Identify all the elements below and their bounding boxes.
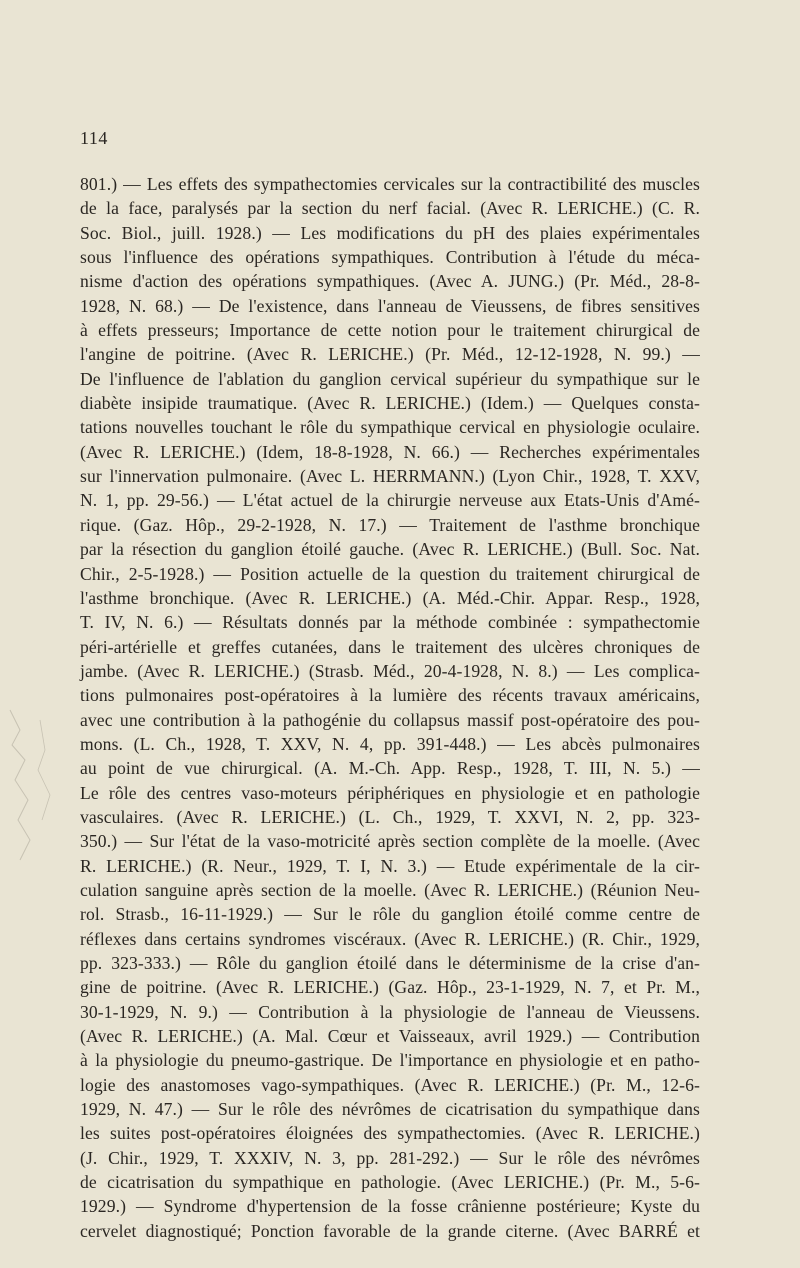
text-line-15: rique. (Gaz. Hôp., 29-2-1928, N. 17.) — Traitement de l'asthme bronchique (80, 514, 700, 535)
text-line-14: N. 1, pp. 29-56.) — L'état actuel de la chirurgie nerveuse aux Etats-Unis d'Amé- (80, 490, 700, 511)
text-line-13: sur l'innervation pulmonaire. (Avec L. HERRMANN.) (Lyon Chir., 1928, T. XXV, (80, 466, 700, 487)
text-line-34: gine de poitrine. (Avec R. LERICHE.) (Gaz. Hôp., 23-1-1929, N. 7, et Pr. M., (80, 977, 700, 998)
text-line-6: 1928, N. 68.) — De l'existence, dans l'anneau de Vieussens, de fibres sensitives (80, 295, 700, 316)
text-line-21: jambe. (Avec R. LERICHE.) (Strasb. Méd., 20-4-1928, N. 8.) — Les complica- (80, 660, 700, 681)
text-line-20: péri-artérielle et greffes cutanées, dans le traitement des ulcères chroniques de (80, 636, 700, 657)
text-line-1: 801.) — Les effets des sympathectomies cervicales sur la contractibilité des muscles (80, 174, 700, 194)
text-line-35: 30-1-1929, N. 9.) — Contribution à la physiologie de l'anneau de Vieussens. (80, 1001, 700, 1022)
text-line-22: tions pulmonaires post-opératoires à la lumière des récents travaux américains, (80, 685, 700, 706)
text-line-32: réflexes dans certains syndromes viscéraux. (Avec R. LERICHE.) (R. Chir., 1929, (80, 928, 700, 949)
bibliography-paragraph (80, 172, 700, 1243)
text-line-24: mons. (L. Ch., 1928, T. XXV, N. 4, pp. 391-448.) — Les abcès pulmonaires (80, 733, 700, 754)
page-number: 114 (80, 128, 108, 148)
text-line-19: T. IV, N. 6.) — Résultats donnés par la méthode combinée : sympathectomie (80, 612, 700, 633)
text-line-17: Chir., 2-5-1928.) — Position actuelle de la question du traitement chirurgical de (80, 563, 700, 584)
text-line-7: à effets presseurs; Importance de cette notion pour le traitement chirurgical de (80, 320, 700, 341)
margin-bleed-through (0, 700, 70, 880)
text-line-39: 1929, N. 47.) — Sur le rôle des névrômes de cicatrisation du sympathique dans (80, 1099, 700, 1120)
text-line-37: à la physiologie du pneumo-gastrique. De l'importance en physiologie et en patho- (80, 1050, 700, 1071)
text-line-33: pp. 323-333.) — Rôle du ganglion étoilé dans le déterminisme de la crise d'an- (80, 953, 700, 973)
text-line-36: (Avec R. LERICHE.) (A. Mal. Cœur et Vaisseaux, avril 1929.) — Contribution (80, 1026, 700, 1047)
text-line-38: logie des anastomoses vago-sympathiques. (Avec R. LERICHE.) (Pr. M., 12-6- (80, 1074, 700, 1095)
text-line-10: diabète insipide traumatique. (Avec R. LERICHE.) (Idem.) — Quelques consta- (80, 393, 700, 414)
text-line-43: 1929.) — Syndrome d'hypertension de la fosse crânienne postérieure; Kyste du (80, 1196, 700, 1217)
text-line-11: tations nouvelles touchant le rôle du sympathique cervical en physiologie oculaire. (80, 417, 700, 438)
text-line-44: cervelet diagnostiqué; Ponction favorable de la grande citerne. (Avec BARRÉ et (80, 1220, 700, 1241)
text-line-12: (Avec R. LERICHE.) (Idem, 18-8-1928, N. 66.) — Recherches expérimentales (80, 441, 700, 462)
text-line-29: R. LERICHE.) (R. Neur., 1929, T. I, N. 3.) — Etude expérimentale de la cir- (80, 855, 700, 876)
text-line-42: de cicatrisation du sympathique en pathologie. (Avec LERICHE.) (Pr. M., 5-6- (80, 1172, 700, 1193)
text-line-5: nisme d'action des opérations sympathiques. (Avec A. JUNG.) (Pr. Méd., 28-8- (80, 271, 700, 292)
text-line-28: 350.) — Sur l'état de la vaso-motricité après section complète de la moelle. (Avec (80, 831, 700, 852)
text-line-2: de la face, paralysés par la section du nerf facial. (Avec R. LERICHE.) (C. R. (80, 198, 700, 219)
text-line-4: sous l'influence des opérations sympathiques. Contribution à l'étude du méca- (80, 247, 700, 268)
text-line-23: avec une contribution à la pathogénie du collapsus massif post-opératoire des pou- (80, 709, 700, 730)
text-line-27: vasculaires. (Avec R. LERICHE.) (L. Ch., 1929, T. XXVI, N. 2, pp. 323- (80, 806, 700, 827)
text-line-9: De l'influence de l'ablation du ganglion cervical supérieur du sympathique sur le (80, 368, 700, 389)
text-line-40: les suites post-opératoires éloignées des sympathectomies. (Avec R. LERICHE.) (80, 1123, 700, 1144)
text-line-18: l'asthme bronchique. (Avec R. LERICHE.) (A. Méd.-Chir. Appar. Resp., 1928, (80, 587, 700, 608)
text-line-30: culation sanguine après section de la moelle. (Avec R. LERICHE.) (Réunion Neu- (80, 879, 700, 900)
text-line-41: (J. Chir., 1929, T. XXXIV, N. 3, pp. 281-292.) — Sur le rôle des névrômes (80, 1147, 700, 1168)
text-line-16: par la résection du ganglion étoilé gauche. (Avec R. LERICHE.) (Bull. Soc. Nat. (80, 539, 700, 560)
text-line-8: l'angine de poitrine. (Avec R. LERICHE.) (Pr. Méd., 12-12-1928, N. 99.) — (80, 344, 700, 365)
text-line-26: Le rôle des centres vaso-moteurs périphériques en physiologie et en pathologie (80, 782, 700, 803)
text-line-31: rol. Strasb., 16-11-1929.) — Sur le rôle du ganglion étoilé comme centre de (80, 904, 700, 925)
text-line-25: au point de vue chirurgical. (A. M.-Ch. App. Resp., 1928, T. III, N. 5.) — (80, 758, 700, 779)
text-line-3: Soc. Biol., juill. 1928.) — Les modifications du pH des plaies expérimentales (80, 222, 700, 243)
